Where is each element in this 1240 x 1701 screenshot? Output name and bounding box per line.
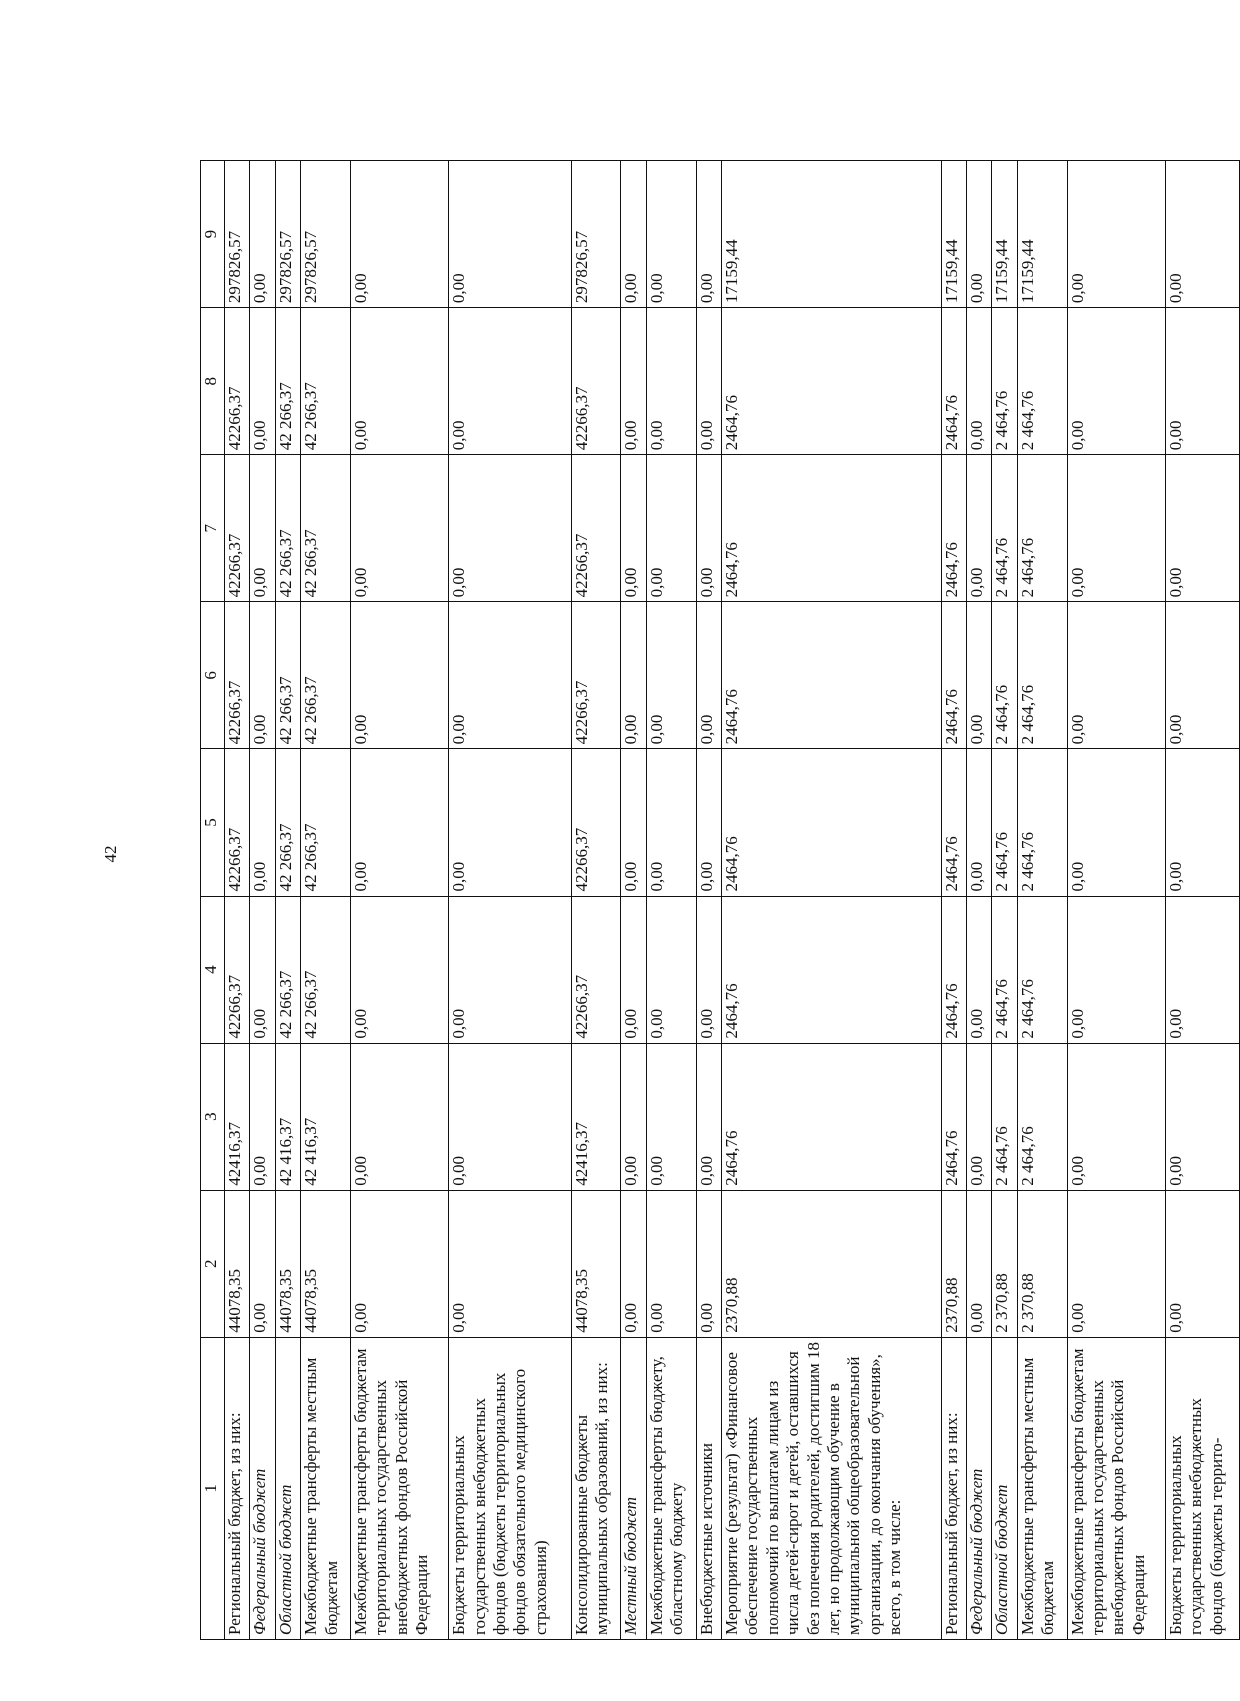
page-number: 42 xyxy=(101,845,120,863)
value-cell: 42266,37 xyxy=(571,455,621,602)
value-cell: 44078,35 xyxy=(571,1190,621,1337)
value-cell: 0,00 xyxy=(1067,308,1165,455)
row-label: Региональный бюджет, из них: xyxy=(941,1337,966,1639)
value-cell: 0,00 xyxy=(1067,749,1165,896)
header-cell: 1 xyxy=(201,1337,225,1639)
value-cell: 0,00 xyxy=(1067,1043,1165,1190)
value-cell: 0,00 xyxy=(250,455,275,602)
row-label: Бюджеты территориальных государственных внебюджетных фондов (бюджеты террито- xyxy=(1165,1337,1239,1639)
value-cell: 0,00 xyxy=(1165,308,1239,455)
value-cell: 42266,37 xyxy=(571,749,621,896)
table-row xyxy=(571,161,621,1640)
header-cell: 3 xyxy=(201,1043,225,1190)
value-cell: 0,00 xyxy=(621,1043,646,1190)
row-label: Межбюджетные трансферты бюджетам территориальных государственных внебюджетных фондов Российской Федерации xyxy=(351,1337,449,1639)
value-cell: 42 266,37 xyxy=(301,749,351,896)
row-label: Межбюджетные трансферты бюджету, областному бюджету xyxy=(646,1337,696,1639)
table-row xyxy=(250,161,275,1640)
value-cell: 42 266,37 xyxy=(301,455,351,602)
row-label: Областной бюджет xyxy=(992,1337,1017,1639)
value-cell: 0,00 xyxy=(1067,896,1165,1043)
value-cell: 2464,76 xyxy=(941,455,966,602)
value-cell: 0,00 xyxy=(1165,1190,1239,1337)
table-row xyxy=(646,161,696,1640)
value-cell: 0,00 xyxy=(696,161,721,308)
value-cell: 0,00 xyxy=(646,602,696,749)
row-label: Межбюджетные трансферты местным бюджетам xyxy=(301,1337,351,1639)
row-label: Областной бюджет xyxy=(275,1337,300,1639)
value-cell: 0,00 xyxy=(967,1190,992,1337)
value-cell: 2464,76 xyxy=(722,896,942,1043)
row-label: Внебюджетные источники xyxy=(696,1337,721,1639)
value-cell: 0,00 xyxy=(646,308,696,455)
header-cell: 8 xyxy=(201,308,225,455)
value-cell: 0,00 xyxy=(1067,161,1165,308)
value-cell: 42 266,37 xyxy=(301,896,351,1043)
value-cell: 0,00 xyxy=(1067,1190,1165,1337)
value-cell: 297826,57 xyxy=(275,161,300,308)
value-cell: 0,00 xyxy=(696,896,721,1043)
table-row xyxy=(621,161,646,1640)
table-row xyxy=(351,161,449,1640)
value-cell: 42266,37 xyxy=(225,602,250,749)
value-cell: 2464,76 xyxy=(941,896,966,1043)
value-cell: 0,00 xyxy=(621,308,646,455)
table-row xyxy=(967,161,992,1640)
value-cell: 2464,76 xyxy=(941,749,966,896)
value-cell: 42 266,37 xyxy=(275,896,300,1043)
value-cell: 0,00 xyxy=(696,749,721,896)
value-cell: 0,00 xyxy=(1165,602,1239,749)
value-cell: 44078,35 xyxy=(225,1190,250,1337)
value-cell: 0,00 xyxy=(250,749,275,896)
value-cell: 2 464,76 xyxy=(1017,308,1067,455)
value-cell: 0,00 xyxy=(696,455,721,602)
value-cell: 42 266,37 xyxy=(275,602,300,749)
value-cell: 42416,37 xyxy=(225,1043,250,1190)
header-cell: 9 xyxy=(201,161,225,308)
value-cell: 297826,57 xyxy=(301,161,351,308)
value-cell: 2464,76 xyxy=(722,308,942,455)
value-cell: 42266,37 xyxy=(225,896,250,1043)
value-cell: 297826,57 xyxy=(571,161,621,308)
row-label: Региональный бюджет, из них: xyxy=(225,1337,250,1639)
value-cell: 0,00 xyxy=(646,455,696,602)
table-row xyxy=(301,161,351,1640)
value-cell: 42266,37 xyxy=(225,749,250,896)
value-cell: 297826,57 xyxy=(225,161,250,308)
rotated-table-wrapper xyxy=(200,160,1240,1640)
value-cell: 0,00 xyxy=(696,602,721,749)
value-cell: 0,00 xyxy=(250,161,275,308)
value-cell: 0,00 xyxy=(351,161,449,308)
value-cell: 2 464,76 xyxy=(1017,455,1067,602)
value-cell: 0,00 xyxy=(621,455,646,602)
value-cell: 0,00 xyxy=(250,1190,275,1337)
value-cell: 0,00 xyxy=(449,1043,572,1190)
value-cell: 0,00 xyxy=(621,602,646,749)
value-cell: 2 464,76 xyxy=(992,455,1017,602)
row-label: Мероприятие (результат) «Финансовое обеспечение государственных полномочий по выплатам лицам из числа детей-сирот и детей, оставшихся без попечения родителей, достигшим 18 лет, но продолжающим обучение в муниципальной общеобразовательной организации, до окончания обучения», всего, в том числе: xyxy=(722,1337,942,1639)
table-row xyxy=(449,161,572,1640)
row-label: Консолидированные бюджеты муниципальных образований, из них: xyxy=(571,1337,621,1639)
value-cell: 0,00 xyxy=(967,308,992,455)
row-label: Межбюджетные трансферты местным бюджетам xyxy=(1017,1337,1067,1639)
value-cell: 2464,76 xyxy=(722,1043,942,1190)
value-cell: 2370,88 xyxy=(941,1190,966,1337)
row-label: Межбюджетные трансферты бюджетам территориальных государственных внебюджетных фондов Российской Федерации xyxy=(1067,1337,1165,1639)
table-header-row xyxy=(201,161,225,1640)
value-cell: 2464,76 xyxy=(941,602,966,749)
value-cell: 42266,37 xyxy=(571,602,621,749)
table-row xyxy=(1165,161,1239,1640)
value-cell: 2464,76 xyxy=(941,1043,966,1190)
value-cell: 0,00 xyxy=(449,308,572,455)
budget-table xyxy=(200,160,1240,1640)
value-cell: 0,00 xyxy=(351,1190,449,1337)
header-cell: 2 xyxy=(201,1190,225,1337)
value-cell: 42266,37 xyxy=(571,308,621,455)
row-label: Бюджеты территориальных государственных внебюджетных фондов (бюджеты территориальных фондов обязательного медицинского страхования) xyxy=(449,1337,572,1639)
value-cell: 0,00 xyxy=(646,749,696,896)
value-cell: 0,00 xyxy=(967,161,992,308)
value-cell: 0,00 xyxy=(621,1190,646,1337)
header-cell: 5 xyxy=(201,749,225,896)
value-cell: 0,00 xyxy=(696,1190,721,1337)
table-row xyxy=(225,161,250,1640)
table-row xyxy=(722,161,942,1640)
value-cell: 2 464,76 xyxy=(992,308,1017,455)
value-cell: 0,00 xyxy=(621,161,646,308)
value-cell: 42 266,37 xyxy=(275,308,300,455)
value-cell: 42266,37 xyxy=(225,308,250,455)
table-body xyxy=(225,161,1240,1640)
value-cell: 0,00 xyxy=(1165,1043,1239,1190)
value-cell: 0,00 xyxy=(449,749,572,896)
value-cell: 2 370,88 xyxy=(992,1190,1017,1337)
value-cell: 0,00 xyxy=(449,455,572,602)
table-row xyxy=(275,161,300,1640)
value-cell: 17159,44 xyxy=(1017,161,1067,308)
value-cell: 0,00 xyxy=(351,455,449,602)
value-cell: 0,00 xyxy=(1165,161,1239,308)
value-cell: 0,00 xyxy=(967,455,992,602)
header-cell: 7 xyxy=(201,455,225,602)
value-cell: 0,00 xyxy=(967,749,992,896)
value-cell: 42 266,37 xyxy=(275,455,300,602)
table-row xyxy=(1017,161,1067,1640)
table-row xyxy=(1067,161,1165,1640)
value-cell: 42266,37 xyxy=(571,896,621,1043)
value-cell: 0,00 xyxy=(449,161,572,308)
value-cell: 2 370,88 xyxy=(1017,1190,1067,1337)
header-cell: 4 xyxy=(201,896,225,1043)
value-cell: 0,00 xyxy=(351,1043,449,1190)
value-cell: 2464,76 xyxy=(722,749,942,896)
value-cell: 0,00 xyxy=(621,749,646,896)
value-cell: 17159,44 xyxy=(941,161,966,308)
row-label: Федеральный бюджет xyxy=(250,1337,275,1639)
value-cell: 0,00 xyxy=(250,896,275,1043)
value-cell: 0,00 xyxy=(696,1043,721,1190)
row-label: Местный бюджет xyxy=(621,1337,646,1639)
value-cell: 2 464,76 xyxy=(992,602,1017,749)
value-cell: 0,00 xyxy=(1165,896,1239,1043)
value-cell: 0,00 xyxy=(1165,749,1239,896)
value-cell: 42 416,37 xyxy=(275,1043,300,1190)
value-cell: 17159,44 xyxy=(992,161,1017,308)
value-cell: 0,00 xyxy=(646,1043,696,1190)
value-cell: 0,00 xyxy=(351,896,449,1043)
header-cell: 6 xyxy=(201,602,225,749)
value-cell: 0,00 xyxy=(449,896,572,1043)
value-cell: 0,00 xyxy=(351,308,449,455)
value-cell: 0,00 xyxy=(250,602,275,749)
value-cell: 44078,35 xyxy=(301,1190,351,1337)
value-cell: 2 464,76 xyxy=(992,749,1017,896)
value-cell: 42 416,37 xyxy=(301,1043,351,1190)
value-cell: 2 464,76 xyxy=(992,1043,1017,1190)
table-row xyxy=(941,161,966,1640)
value-cell: 2464,76 xyxy=(722,602,942,749)
value-cell: 0,00 xyxy=(250,1043,275,1190)
value-cell: 0,00 xyxy=(1165,455,1239,602)
value-cell: 2464,76 xyxy=(941,308,966,455)
value-cell: 0,00 xyxy=(967,896,992,1043)
value-cell: 0,00 xyxy=(449,1190,572,1337)
value-cell: 2464,76 xyxy=(722,455,942,602)
value-cell: 2 464,76 xyxy=(1017,896,1067,1043)
value-cell: 2 464,76 xyxy=(1017,1043,1067,1190)
value-cell: 0,00 xyxy=(449,602,572,749)
value-cell: 0,00 xyxy=(351,602,449,749)
value-cell: 0,00 xyxy=(646,1190,696,1337)
value-cell: 2 464,76 xyxy=(992,896,1017,1043)
value-cell: 42 266,37 xyxy=(301,308,351,455)
value-cell: 0,00 xyxy=(621,896,646,1043)
value-cell: 0,00 xyxy=(250,308,275,455)
value-cell: 42266,37 xyxy=(225,455,250,602)
row-label: Федеральный бюджет xyxy=(967,1337,992,1639)
value-cell: 0,00 xyxy=(646,161,696,308)
value-cell: 2370,88 xyxy=(722,1190,942,1337)
value-cell: 0,00 xyxy=(967,602,992,749)
value-cell: 0,00 xyxy=(696,308,721,455)
table-row xyxy=(992,161,1017,1640)
value-cell: 42 266,37 xyxy=(301,602,351,749)
value-cell: 42416,37 xyxy=(571,1043,621,1190)
value-cell: 17159,44 xyxy=(722,161,942,308)
table-row xyxy=(696,161,721,1640)
value-cell: 0,00 xyxy=(967,1043,992,1190)
value-cell: 44078,35 xyxy=(275,1190,300,1337)
value-cell: 42 266,37 xyxy=(275,749,300,896)
value-cell: 2 464,76 xyxy=(1017,602,1067,749)
value-cell: 0,00 xyxy=(351,749,449,896)
value-cell: 0,00 xyxy=(646,896,696,1043)
value-cell: 0,00 xyxy=(1067,455,1165,602)
value-cell: 0,00 xyxy=(1067,602,1165,749)
value-cell: 2 464,76 xyxy=(1017,749,1067,896)
